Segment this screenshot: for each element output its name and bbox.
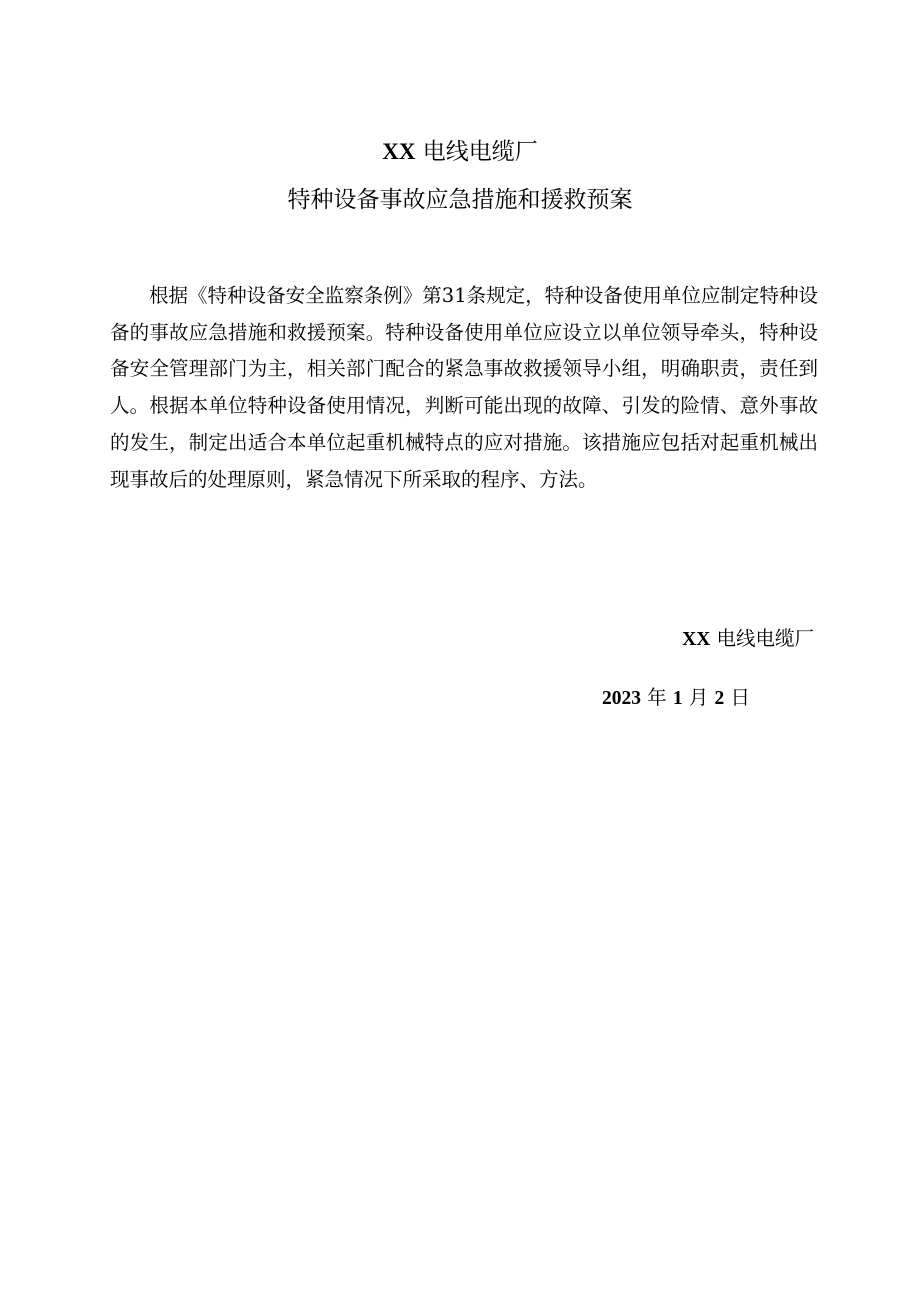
title-org-name: 电线电缆厂 <box>422 139 538 165</box>
document-subtitle: 特种设备事故应急措施和援救预案 <box>287 187 633 213</box>
signature-organization <box>682 624 814 655</box>
date-month: 1 <box>672 688 683 709</box>
signature-date <box>602 683 750 714</box>
date-year: 2023 <box>601 688 641 709</box>
signature-org-name: 电线电缆厂 <box>716 627 814 650</box>
title-prefix: XX <box>382 139 416 164</box>
date-year-char: 年 <box>647 686 667 709</box>
date-day: 2 <box>714 688 725 709</box>
body-paragraph: 根据《特种设备安全监察条例》第31条规定，特种设备使用单位应制定特种设备的事故应急措施和救援预案。特种设备使用单位应设立以单位领导牵头，特种设备安全管理部门为主，相关部门配合的紧急事故救援领导小组，明确职责，责任到人。根据本单位特种设备使用情况，判断可能出现的故障、引发的险情、意外事故的发生，制定出适合本单位起重机械特点的应对措施。该措施应包括对起重机械出现事故后的处理原则，紧急情况下所采取的程序、方法。 <box>110 284 818 491</box>
signature-prefix: XX <box>682 629 711 650</box>
document-title <box>0 137 920 167</box>
date-day-char: 日 <box>730 686 750 709</box>
date-month-char: 月 <box>688 686 709 709</box>
